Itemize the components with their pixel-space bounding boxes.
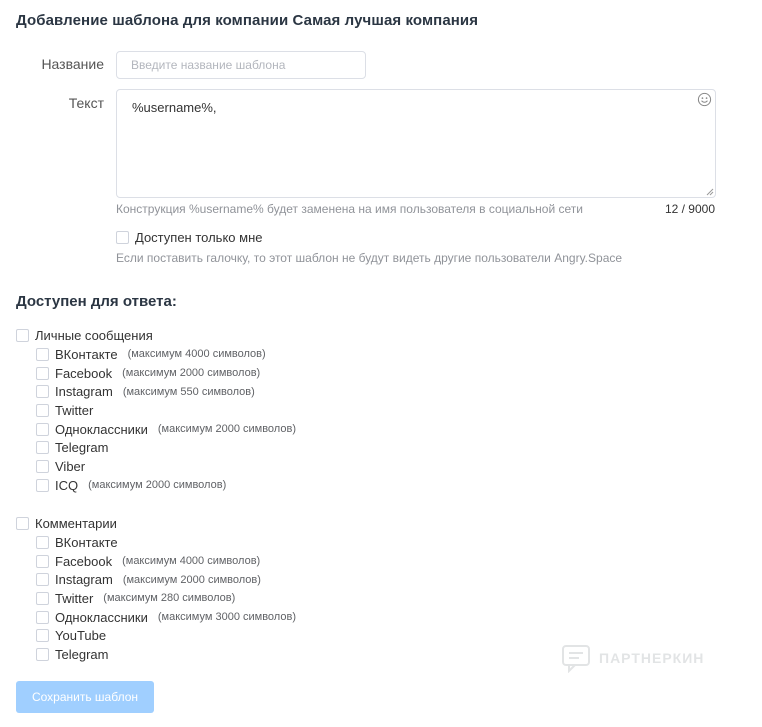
private-checkbox[interactable] (116, 231, 129, 244)
save-template-button[interactable]: Сохранить шаблон (16, 681, 154, 713)
dm-platform-item[interactable] (16, 382, 296, 401)
comments-toggle[interactable] (16, 514, 296, 532)
direct-messages-toggle[interactable] (16, 326, 296, 344)
platform-limit-note: (максимум 2000 символов) (122, 367, 261, 380)
platform-name: ВКонтакте (55, 534, 118, 550)
direct-messages-label: Личные сообщения (35, 327, 153, 343)
direct-messages-checkbox[interactable] (16, 329, 29, 342)
platform-limit-note: (максимум 550 символов) (122, 385, 255, 398)
comments-platform-checkbox[interactable] (36, 573, 49, 586)
comments-platform-checkbox[interactable] (36, 536, 49, 549)
platform-limit-note: (максимум 280 символов) (103, 592, 236, 605)
comments-platform-item[interactable] (16, 552, 296, 571)
private-label: Доступен только мне (135, 230, 263, 245)
watermark-logo-icon (561, 643, 591, 673)
dm-platform-checkbox[interactable] (36, 367, 49, 380)
dm-platform-item[interactable] (16, 476, 296, 495)
page-title: Добавление шаблона для компании Самая лучшая компания (16, 12, 479, 29)
resize-handle-icon[interactable] (706, 188, 714, 196)
comments-platform-checkbox[interactable] (36, 555, 49, 568)
dm-platform-item[interactable] (16, 364, 296, 383)
platform-name: ВКонтакте (55, 346, 118, 362)
name-label: Название (41, 56, 104, 72)
watermark-text: ПАРТНЕРКИН (599, 650, 705, 666)
dm-platform-checkbox[interactable] (36, 348, 49, 361)
comments-checkbox[interactable] (16, 517, 29, 530)
dm-platform-item[interactable] (16, 420, 296, 439)
dm-platform-item[interactable] (16, 401, 296, 420)
comments-platform-checkbox[interactable] (36, 592, 49, 605)
platform-name: Twitter (55, 402, 94, 418)
platform-name: Telegram (55, 440, 109, 456)
dm-platform-checkbox[interactable] (36, 479, 49, 492)
text-label: Текст (68, 95, 104, 111)
comments-label: Комментарии (35, 515, 117, 531)
availability-title: Доступен для ответа: (16, 293, 177, 310)
dm-platform-item[interactable] (16, 345, 296, 364)
platform-name: Twitter (55, 590, 94, 606)
platform-name: Telegram (55, 646, 109, 662)
emoji-icon[interactable] (697, 92, 712, 107)
platform-name: Одноклассники (55, 609, 148, 625)
comments-group (16, 514, 296, 664)
dm-platform-checkbox[interactable] (36, 423, 49, 436)
platform-name: Facebook (55, 365, 113, 381)
comments-platform-item[interactable] (16, 589, 296, 608)
text-hint: Конструкция %username% будет заменена на имя пользователя в социальной сети (116, 202, 583, 216)
comments-platform-item[interactable] (16, 626, 296, 645)
comments-platform-item[interactable] (16, 608, 296, 627)
comments-platform-checkbox[interactable] (36, 629, 49, 642)
comments-platform-item[interactable] (16, 570, 296, 589)
platform-name: Instagram (55, 384, 113, 400)
template-text-input[interactable] (116, 89, 716, 198)
platform-limit-note: (максимум 4000 символов) (127, 348, 266, 361)
private-hint: Если поставить галочку, то этот шаблон не будут видеть другие пользователи Angry.Space (116, 251, 623, 265)
dm-platform-checkbox[interactable] (36, 404, 49, 417)
platform-name: Instagram (55, 572, 113, 588)
template-text-wrapper (116, 89, 716, 198)
direct-messages-group (16, 326, 296, 495)
platform-name: Viber (55, 458, 86, 474)
platform-name: YouTube (55, 628, 107, 644)
platform-limit-note: (максимум 4000 символов) (122, 555, 261, 568)
dm-platform-checkbox[interactable] (36, 460, 49, 473)
comments-platform-checkbox[interactable] (36, 611, 49, 624)
platform-limit-note: (максимум 3000 символов) (157, 611, 296, 624)
private-toggle[interactable] (116, 230, 262, 245)
template-name-input[interactable] (116, 51, 366, 79)
platform-limit-note: (максимум 2000 символов) (157, 423, 296, 436)
dm-platform-item[interactable] (16, 438, 296, 457)
platform-name: ICQ (55, 477, 79, 493)
dm-platform-item[interactable] (16, 457, 296, 476)
platform-name: Facebook (55, 553, 113, 569)
platform-limit-note: (максимум 2000 символов) (122, 573, 261, 586)
platform-name: Одноклассники (55, 421, 148, 437)
dm-platform-checkbox[interactable] (36, 385, 49, 398)
comments-platform-item[interactable] (16, 645, 296, 664)
platform-limit-note: (максимум 2000 символов) (88, 479, 227, 492)
comments-platform-checkbox[interactable] (36, 648, 49, 661)
comments-platform-item[interactable] (16, 533, 296, 552)
dm-platform-checkbox[interactable] (36, 441, 49, 454)
character-counter: 12 / 9000 (664, 202, 715, 216)
watermark (561, 643, 704, 673)
